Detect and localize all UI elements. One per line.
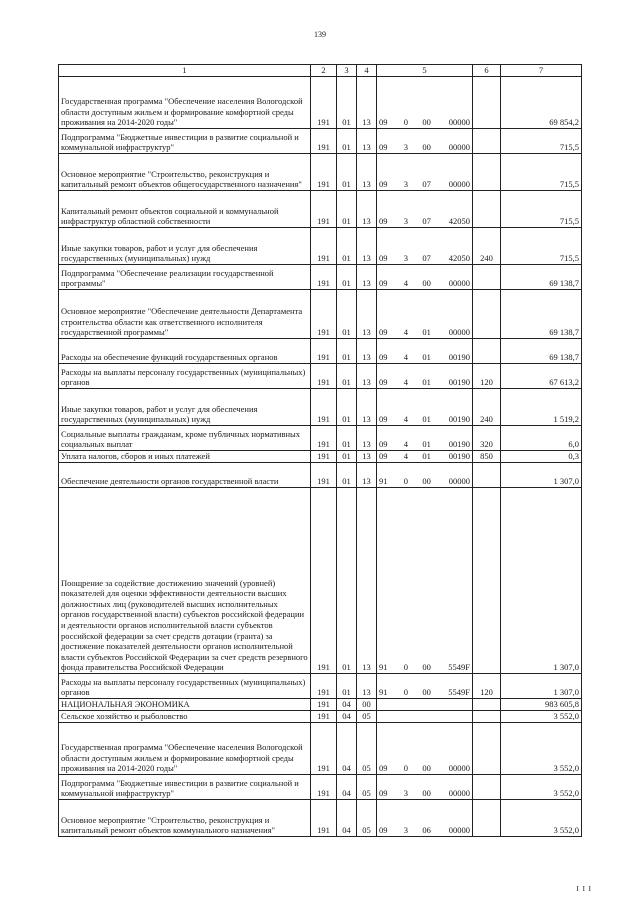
target-program: 09 — [379, 179, 388, 190]
row-target-code — [377, 723, 473, 775]
row-expense-type — [473, 800, 501, 837]
table-row — [59, 426, 582, 451]
row-ministry-code: 191 — [311, 339, 337, 364]
row-amount: 715,5 — [501, 154, 582, 191]
row-subsection-code: 00 — [357, 699, 377, 711]
target-subprogram: 3 — [403, 825, 408, 836]
row-expense-type: 240 — [473, 228, 501, 265]
target-event: 00 — [422, 763, 431, 774]
row-section-code: 01 — [337, 191, 357, 228]
row-subsection-code: 13 — [357, 290, 377, 339]
row-ministry-code: 191 — [311, 775, 337, 800]
row-subsection-code: 13 — [357, 451, 377, 463]
target-subprogram: 4 — [403, 414, 408, 425]
row-name: Расходы на выплаты персоналу государственных (муниципальных) органов — [59, 674, 311, 699]
row-subsection-code: 13 — [357, 674, 377, 699]
row-expense-type: 240 — [473, 389, 501, 426]
row-section-code: 04 — [337, 723, 357, 775]
row-expense-type: 120 — [473, 674, 501, 699]
target-program: 09 — [379, 253, 388, 264]
row-name: Основное мероприятие "Строительство, реконструкция и капитальный ремонт объектов коммунального назначения" — [59, 800, 311, 837]
row-amount: 1 307,0 — [501, 488, 582, 674]
header-cell: 1 — [59, 65, 311, 77]
row-expense-type — [473, 463, 501, 488]
row-subsection-code: 13 — [357, 339, 377, 364]
target-direction: 00190 — [448, 414, 470, 425]
target-program: 91 — [379, 662, 388, 673]
row-amount: 3 552,0 — [501, 711, 582, 723]
target-subprogram: 4 — [403, 377, 408, 388]
row-amount: 983 605,8 — [501, 699, 582, 711]
row-subsection-code: 05 — [357, 711, 377, 723]
row-name: Подпрограмма "Обеспечение реализации государственной программы" — [59, 265, 311, 290]
header-cell: 7 — [501, 65, 582, 77]
target-subprogram: 4 — [403, 439, 408, 450]
target-program: 09 — [379, 825, 388, 836]
row-amount: 69 138,7 — [501, 339, 582, 364]
row-target-code — [377, 290, 473, 339]
row-name: Социальные выплаты гражданам, кроме публичных нормативных социальных выплат — [59, 426, 311, 451]
target-direction: 00000 — [448, 327, 470, 338]
row-amount: 69 854,2 — [501, 77, 582, 129]
target-subprogram: 3 — [403, 179, 408, 190]
table-row — [59, 488, 582, 674]
row-name: Государственная программа "Обеспечение населения Вологодской области доступным жильем и формирование комфортной среды проживания на 2014-2020 годы" — [59, 723, 311, 775]
row-subsection-code: 05 — [357, 800, 377, 837]
target-event: 07 — [422, 253, 431, 264]
row-expense-type — [473, 488, 501, 674]
row-target-code — [377, 364, 473, 389]
row-target-code — [377, 699, 473, 711]
budget-table-body — [59, 65, 582, 837]
row-expense-type — [473, 775, 501, 800]
row-section-code: 01 — [337, 77, 357, 129]
row-target-code — [377, 674, 473, 699]
row-target-code — [377, 451, 473, 463]
target-direction: 00000 — [448, 825, 470, 836]
target-direction: 00000 — [448, 788, 470, 799]
table-row — [59, 265, 582, 290]
row-expense-type — [473, 723, 501, 775]
row-amount: 3 552,0 — [501, 800, 582, 837]
target-event: 07 — [422, 216, 431, 227]
table-row — [59, 800, 582, 837]
page-number: 139 — [314, 30, 326, 39]
table-row — [59, 389, 582, 426]
table-row — [59, 339, 582, 364]
row-ministry-code: 191 — [311, 290, 337, 339]
target-event: 00 — [422, 687, 431, 698]
row-amount: 67 613,2 — [501, 364, 582, 389]
row-target-code — [377, 711, 473, 723]
row-ministry-code: 191 — [311, 191, 337, 228]
target-direction: 00190 — [448, 439, 470, 450]
row-expense-type — [473, 129, 501, 154]
target-direction: 00190 — [448, 451, 470, 462]
row-target-code — [377, 265, 473, 290]
target-subprogram: 0 — [403, 117, 408, 128]
target-subprogram: 4 — [403, 352, 408, 363]
row-target-code — [377, 129, 473, 154]
row-ministry-code: 191 — [311, 129, 337, 154]
table-row — [59, 674, 582, 699]
target-event: 07 — [422, 179, 431, 190]
row-name: Основное мероприятие "Обеспечение деятельности Департамента строительства области как ответственного исполнителя государственной программы" — [59, 290, 311, 339]
row-amount: 69 138,7 — [501, 290, 582, 339]
table-header-row — [59, 65, 582, 77]
row-expense-type — [473, 191, 501, 228]
target-event: 01 — [422, 377, 431, 388]
target-event: 01 — [422, 327, 431, 338]
row-ministry-code: 191 — [311, 389, 337, 426]
table-row — [59, 154, 582, 191]
target-event: 01 — [422, 439, 431, 450]
row-name: Расходы на выплаты персоналу государственных (муниципальных) органов — [59, 364, 311, 389]
target-program: 09 — [379, 142, 388, 153]
target-event: 01 — [422, 352, 431, 363]
row-amount: 69 138,7 — [501, 265, 582, 290]
target-direction: 5549F — [448, 662, 470, 673]
row-ministry-code: 191 — [311, 426, 337, 451]
row-expense-type — [473, 265, 501, 290]
row-ministry-code: 191 — [311, 265, 337, 290]
target-direction: 00190 — [448, 352, 470, 363]
table-row — [59, 463, 582, 488]
row-expense-type — [473, 339, 501, 364]
row-expense-type — [473, 77, 501, 129]
row-section-code: 01 — [337, 265, 357, 290]
table-row — [59, 290, 582, 339]
row-subsection-code: 13 — [357, 389, 377, 426]
row-name: Иные закупки товаров, работ и услуг для обеспечения государственных (муниципальных) нужд — [59, 228, 311, 265]
target-event: 00 — [422, 788, 431, 799]
row-ministry-code: 191 — [311, 488, 337, 674]
row-expense-type — [473, 711, 501, 723]
target-subprogram: 0 — [403, 687, 408, 698]
row-name: Капитальный ремонт объектов социальной и коммунальной инфраструктур областной собственности — [59, 191, 311, 228]
row-name: Основное мероприятие "Строительство, реконструкция и капитальный ремонт объектов общегосударственного назначения" — [59, 154, 311, 191]
row-section-code: 01 — [337, 674, 357, 699]
table-row — [59, 364, 582, 389]
row-section-code: 01 — [337, 290, 357, 339]
table-row — [59, 191, 582, 228]
row-name: Иные закупки товаров, работ и услуг для обеспечения государственных (муниципальных) нужд — [59, 389, 311, 426]
row-subsection-code: 13 — [357, 426, 377, 451]
corner-mark: I I I — [576, 885, 592, 893]
row-subsection-code: 05 — [357, 775, 377, 800]
row-name: Подпрограмма "Бюджетные инвестиции в развитие социальной и коммунальной инфраструктур" — [59, 129, 311, 154]
budget-table — [58, 64, 582, 837]
target-program: 09 — [379, 278, 388, 289]
row-subsection-code: 13 — [357, 154, 377, 191]
target-program: 09 — [379, 327, 388, 338]
table-row — [59, 228, 582, 265]
row-target-code — [377, 228, 473, 265]
row-section-code: 01 — [337, 426, 357, 451]
row-ministry-code: 191 — [311, 723, 337, 775]
target-event: 00 — [422, 278, 431, 289]
target-subprogram: 0 — [403, 763, 408, 774]
row-name: НАЦИОНАЛЬНАЯ ЭКОНОМИКА — [59, 699, 311, 711]
header-cell: 4 — [357, 65, 377, 77]
row-amount: 0,3 — [501, 451, 582, 463]
target-direction: 00000 — [448, 179, 470, 190]
row-subsection-code: 13 — [357, 364, 377, 389]
row-target-code — [377, 800, 473, 837]
target-subprogram: 3 — [403, 142, 408, 153]
row-amount: 715,5 — [501, 191, 582, 228]
target-program: 09 — [379, 439, 388, 450]
target-direction: 42050 — [448, 216, 470, 227]
row-target-code — [377, 339, 473, 364]
row-subsection-code: 13 — [357, 191, 377, 228]
row-name: Уплата налогов, сборов и иных платежей — [59, 451, 311, 463]
target-program: 09 — [379, 377, 388, 388]
target-direction: 00000 — [448, 763, 470, 774]
row-amount: 1 519,2 — [501, 389, 582, 426]
row-target-code — [377, 77, 473, 129]
target-subprogram: 0 — [403, 662, 408, 673]
table-row — [59, 451, 582, 463]
row-amount: 3 552,0 — [501, 723, 582, 775]
row-subsection-code: 13 — [357, 265, 377, 290]
target-event: 01 — [422, 414, 431, 425]
row-amount: 715,5 — [501, 228, 582, 265]
table-row — [59, 723, 582, 775]
row-target-code — [377, 488, 473, 674]
target-subprogram: 0 — [403, 476, 408, 487]
table-row — [59, 775, 582, 800]
target-program: 09 — [379, 788, 388, 799]
target-subprogram: 3 — [403, 253, 408, 264]
header-cell: 2 — [311, 65, 337, 77]
row-section-code: 01 — [337, 129, 357, 154]
row-target-code — [377, 154, 473, 191]
row-section-code: 01 — [337, 389, 357, 426]
target-event: 00 — [422, 117, 431, 128]
row-target-code — [377, 191, 473, 228]
target-program: 91 — [379, 687, 388, 698]
target-event: 06 — [422, 825, 431, 836]
table-row — [59, 699, 582, 711]
row-section-code: 01 — [337, 154, 357, 191]
row-ministry-code: 191 — [311, 674, 337, 699]
target-direction: 00000 — [448, 476, 470, 487]
row-subsection-code: 05 — [357, 723, 377, 775]
target-program: 09 — [379, 763, 388, 774]
row-name: Подпрограмма "Бюджетные инвестиции в развитие социальной и коммунальной инфраструктур" — [59, 775, 311, 800]
target-direction: 5549F — [448, 687, 470, 698]
row-expense-type: 850 — [473, 451, 501, 463]
row-amount: 1 307,0 — [501, 463, 582, 488]
row-subsection-code: 13 — [357, 77, 377, 129]
row-section-code: 01 — [337, 228, 357, 265]
row-name: Обеспечение деятельности органов государственной власти — [59, 463, 311, 488]
row-ministry-code: 191 — [311, 800, 337, 837]
row-ministry-code: 191 — [311, 463, 337, 488]
row-section-code: 01 — [337, 451, 357, 463]
row-section-code: 04 — [337, 775, 357, 800]
row-expense-type — [473, 699, 501, 711]
row-ministry-code: 191 — [311, 451, 337, 463]
target-program: 09 — [379, 117, 388, 128]
target-subprogram: 4 — [403, 278, 408, 289]
target-program: 09 — [379, 451, 388, 462]
row-amount: 3 552,0 — [501, 775, 582, 800]
row-ministry-code: 191 — [311, 699, 337, 711]
row-ministry-code: 191 — [311, 154, 337, 191]
target-event: 01 — [422, 451, 431, 462]
target-direction: 00190 — [448, 377, 470, 388]
row-section-code: 04 — [337, 699, 357, 711]
row-name: Государственная программа "Обеспечение населения Вологодской области доступным жильем и формирование комфортной среды проживания на 2014-2020 годы" — [59, 77, 311, 129]
row-amount: 715,5 — [501, 129, 582, 154]
target-direction: 00000 — [448, 117, 470, 128]
row-target-code — [377, 389, 473, 426]
row-section-code: 01 — [337, 488, 357, 674]
row-name: Сельское хозяйство и рыболовство — [59, 711, 311, 723]
row-ministry-code: 191 — [311, 228, 337, 265]
row-expense-type — [473, 290, 501, 339]
target-subprogram: 3 — [403, 216, 408, 227]
target-program: 09 — [379, 352, 388, 363]
row-expense-type: 320 — [473, 426, 501, 451]
row-amount: 1 307,0 — [501, 674, 582, 699]
target-subprogram: 4 — [403, 451, 408, 462]
header-cell: 6 — [473, 65, 501, 77]
target-subprogram: 4 — [403, 327, 408, 338]
row-section-code: 04 — [337, 800, 357, 837]
row-expense-type — [473, 154, 501, 191]
row-target-code — [377, 775, 473, 800]
target-event: 00 — [422, 142, 431, 153]
row-section-code: 04 — [337, 711, 357, 723]
row-section-code: 01 — [337, 364, 357, 389]
table-row — [59, 129, 582, 154]
row-subsection-code: 13 — [357, 129, 377, 154]
table-row — [59, 77, 582, 129]
row-amount: 6,0 — [501, 426, 582, 451]
header-cell: 3 — [337, 65, 357, 77]
target-program: 09 — [379, 216, 388, 227]
row-ministry-code: 191 — [311, 711, 337, 723]
row-ministry-code: 191 — [311, 77, 337, 129]
row-target-code — [377, 426, 473, 451]
row-ministry-code: 191 — [311, 364, 337, 389]
target-event: 00 — [422, 476, 431, 487]
row-expense-type: 120 — [473, 364, 501, 389]
row-section-code: 01 — [337, 463, 357, 488]
target-direction: 00000 — [448, 142, 470, 153]
target-program: 91 — [379, 476, 388, 487]
row-section-code: 01 — [337, 339, 357, 364]
row-name: Расходы на обеспечение функций государственных органов — [59, 339, 311, 364]
target-direction: 42050 — [448, 253, 470, 264]
row-name: Поощрение за содействие достижению значений (уровней) показателей для оценки эффективности деятельности высших должностных лиц (руководителей высших исполнительных органов государственной власти) субъектов российской федерации и деятельности органов исполнительной власти субъектов российской федерации за счет средств дотации (гранта) за достижение показателей деятельности органов исполнительной власти субъектов Российской Федерации за счет средств резервного фонда правительства Российской Федерации — [59, 488, 311, 674]
row-subsection-code: 13 — [357, 463, 377, 488]
target-subprogram: 3 — [403, 788, 408, 799]
target-program: 09 — [379, 414, 388, 425]
row-subsection-code: 13 — [357, 228, 377, 265]
row-subsection-code: 13 — [357, 488, 377, 674]
row-target-code — [377, 463, 473, 488]
target-event: 00 — [422, 662, 431, 673]
header-cell: 5 — [377, 65, 473, 77]
table-row — [59, 711, 582, 723]
target-direction: 00000 — [448, 278, 470, 289]
